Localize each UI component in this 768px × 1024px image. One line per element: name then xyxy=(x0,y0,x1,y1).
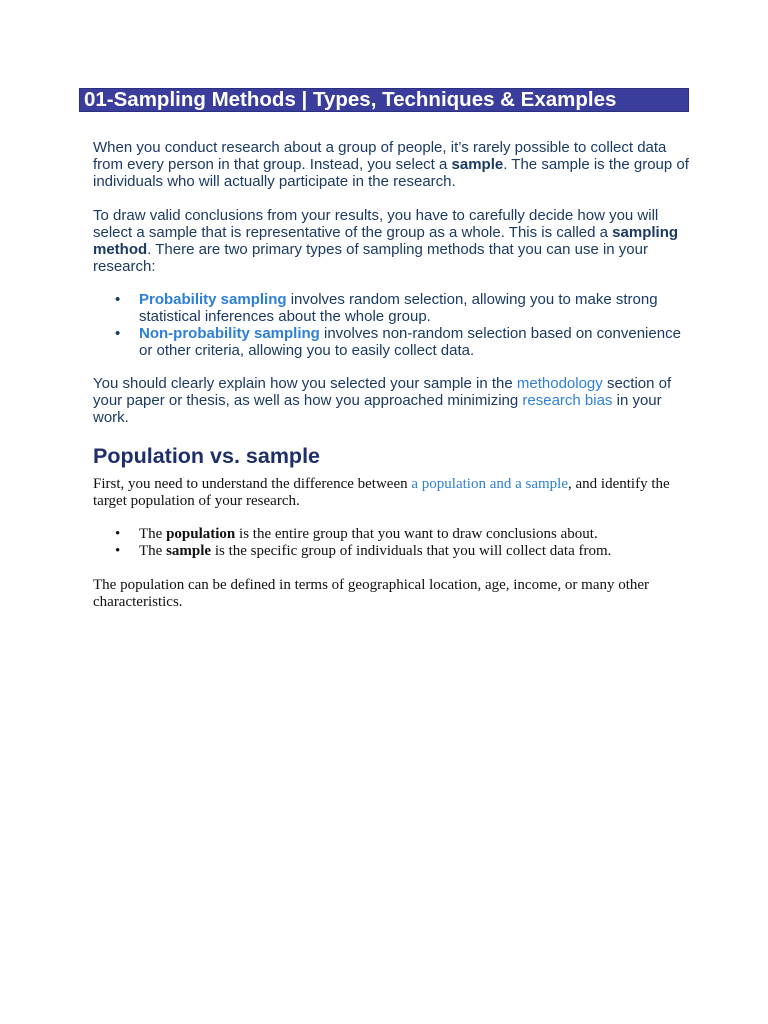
title-banner xyxy=(79,88,689,112)
methodology-text-middle: section of your paper or thesis, as well as how you approached minimizing xyxy=(93,375,672,409)
bullet-icon: • xyxy=(115,543,121,559)
list-item xyxy=(93,526,693,543)
bullet-icon: • xyxy=(115,526,121,542)
list-item xyxy=(93,291,693,325)
population-sample-link[interactable]: a population and a sample xyxy=(411,476,568,492)
characteristics-paragraph: The population can be defined in terms of geographical location, age, income, or many other characteristics. xyxy=(93,577,650,610)
section-heading: Population vs. sample xyxy=(93,444,320,468)
methodology-text-start: You should clearly explain how you selected your sample in the xyxy=(93,375,517,392)
intro-bold-term: sample xyxy=(451,156,504,173)
definition-term: population xyxy=(166,526,236,542)
bullet-icon: • xyxy=(115,291,121,308)
bullet-icon: • xyxy=(115,325,121,342)
definition-term: sample xyxy=(166,543,212,559)
method-text-start: To draw valid conclusions from your results, you have to carefully decide how you will select a sample that is representative of the group as a whole. This is called a xyxy=(93,207,659,241)
research-bias-link[interactable]: research bias xyxy=(522,392,613,409)
non-probability-sampling-link[interactable]: Non-probability sampling xyxy=(139,325,320,342)
intro-paragraph xyxy=(93,139,693,190)
methodology-text-end: in your work. xyxy=(93,392,662,426)
list-item-text: involves non-random selection based on convenience or other criteria, allowing you to easily collect data. xyxy=(139,325,681,359)
probability-sampling-link[interactable]: Probability sampling xyxy=(139,291,287,308)
population-text-end: , and identify the target population of your research. xyxy=(93,476,670,509)
intro-text-start: When you conduct research about a group of people, it’s rarely possible to collect data from every person in that group. Instead, you select a xyxy=(93,139,667,173)
population-intro-paragraph xyxy=(93,476,693,510)
definition-text-start: The xyxy=(139,526,167,542)
population-text-start: First, you need to understand the difference between xyxy=(93,476,412,492)
definitions-list xyxy=(93,526,693,560)
list-item xyxy=(93,543,693,560)
page-title: 01-Sampling Methods | Types, Techniques & Examples xyxy=(84,88,617,111)
list-item-text: involves random selection, allowing you to make strong statistical inferences about the whole group. xyxy=(139,291,658,325)
definition-text-end: is the entire group that you want to draw conclusions about. xyxy=(235,526,598,542)
methodology-paragraph xyxy=(93,375,693,426)
sampling-method-paragraph xyxy=(93,207,693,275)
list-item xyxy=(93,325,693,359)
method-text-end: . There are two primary types of sampling methods that you can use in your research: xyxy=(93,241,648,275)
definition-text-end: is the specific group of individuals that you will collect data from. xyxy=(211,543,612,559)
intro-text-end: . The sample is the group of individuals who will actually participate in the research. xyxy=(93,156,689,190)
sampling-types-list xyxy=(93,291,693,359)
methodology-link[interactable]: methodology xyxy=(516,375,603,392)
definition-text-start: The xyxy=(139,543,167,559)
method-bold-term: sampling method xyxy=(93,224,679,258)
